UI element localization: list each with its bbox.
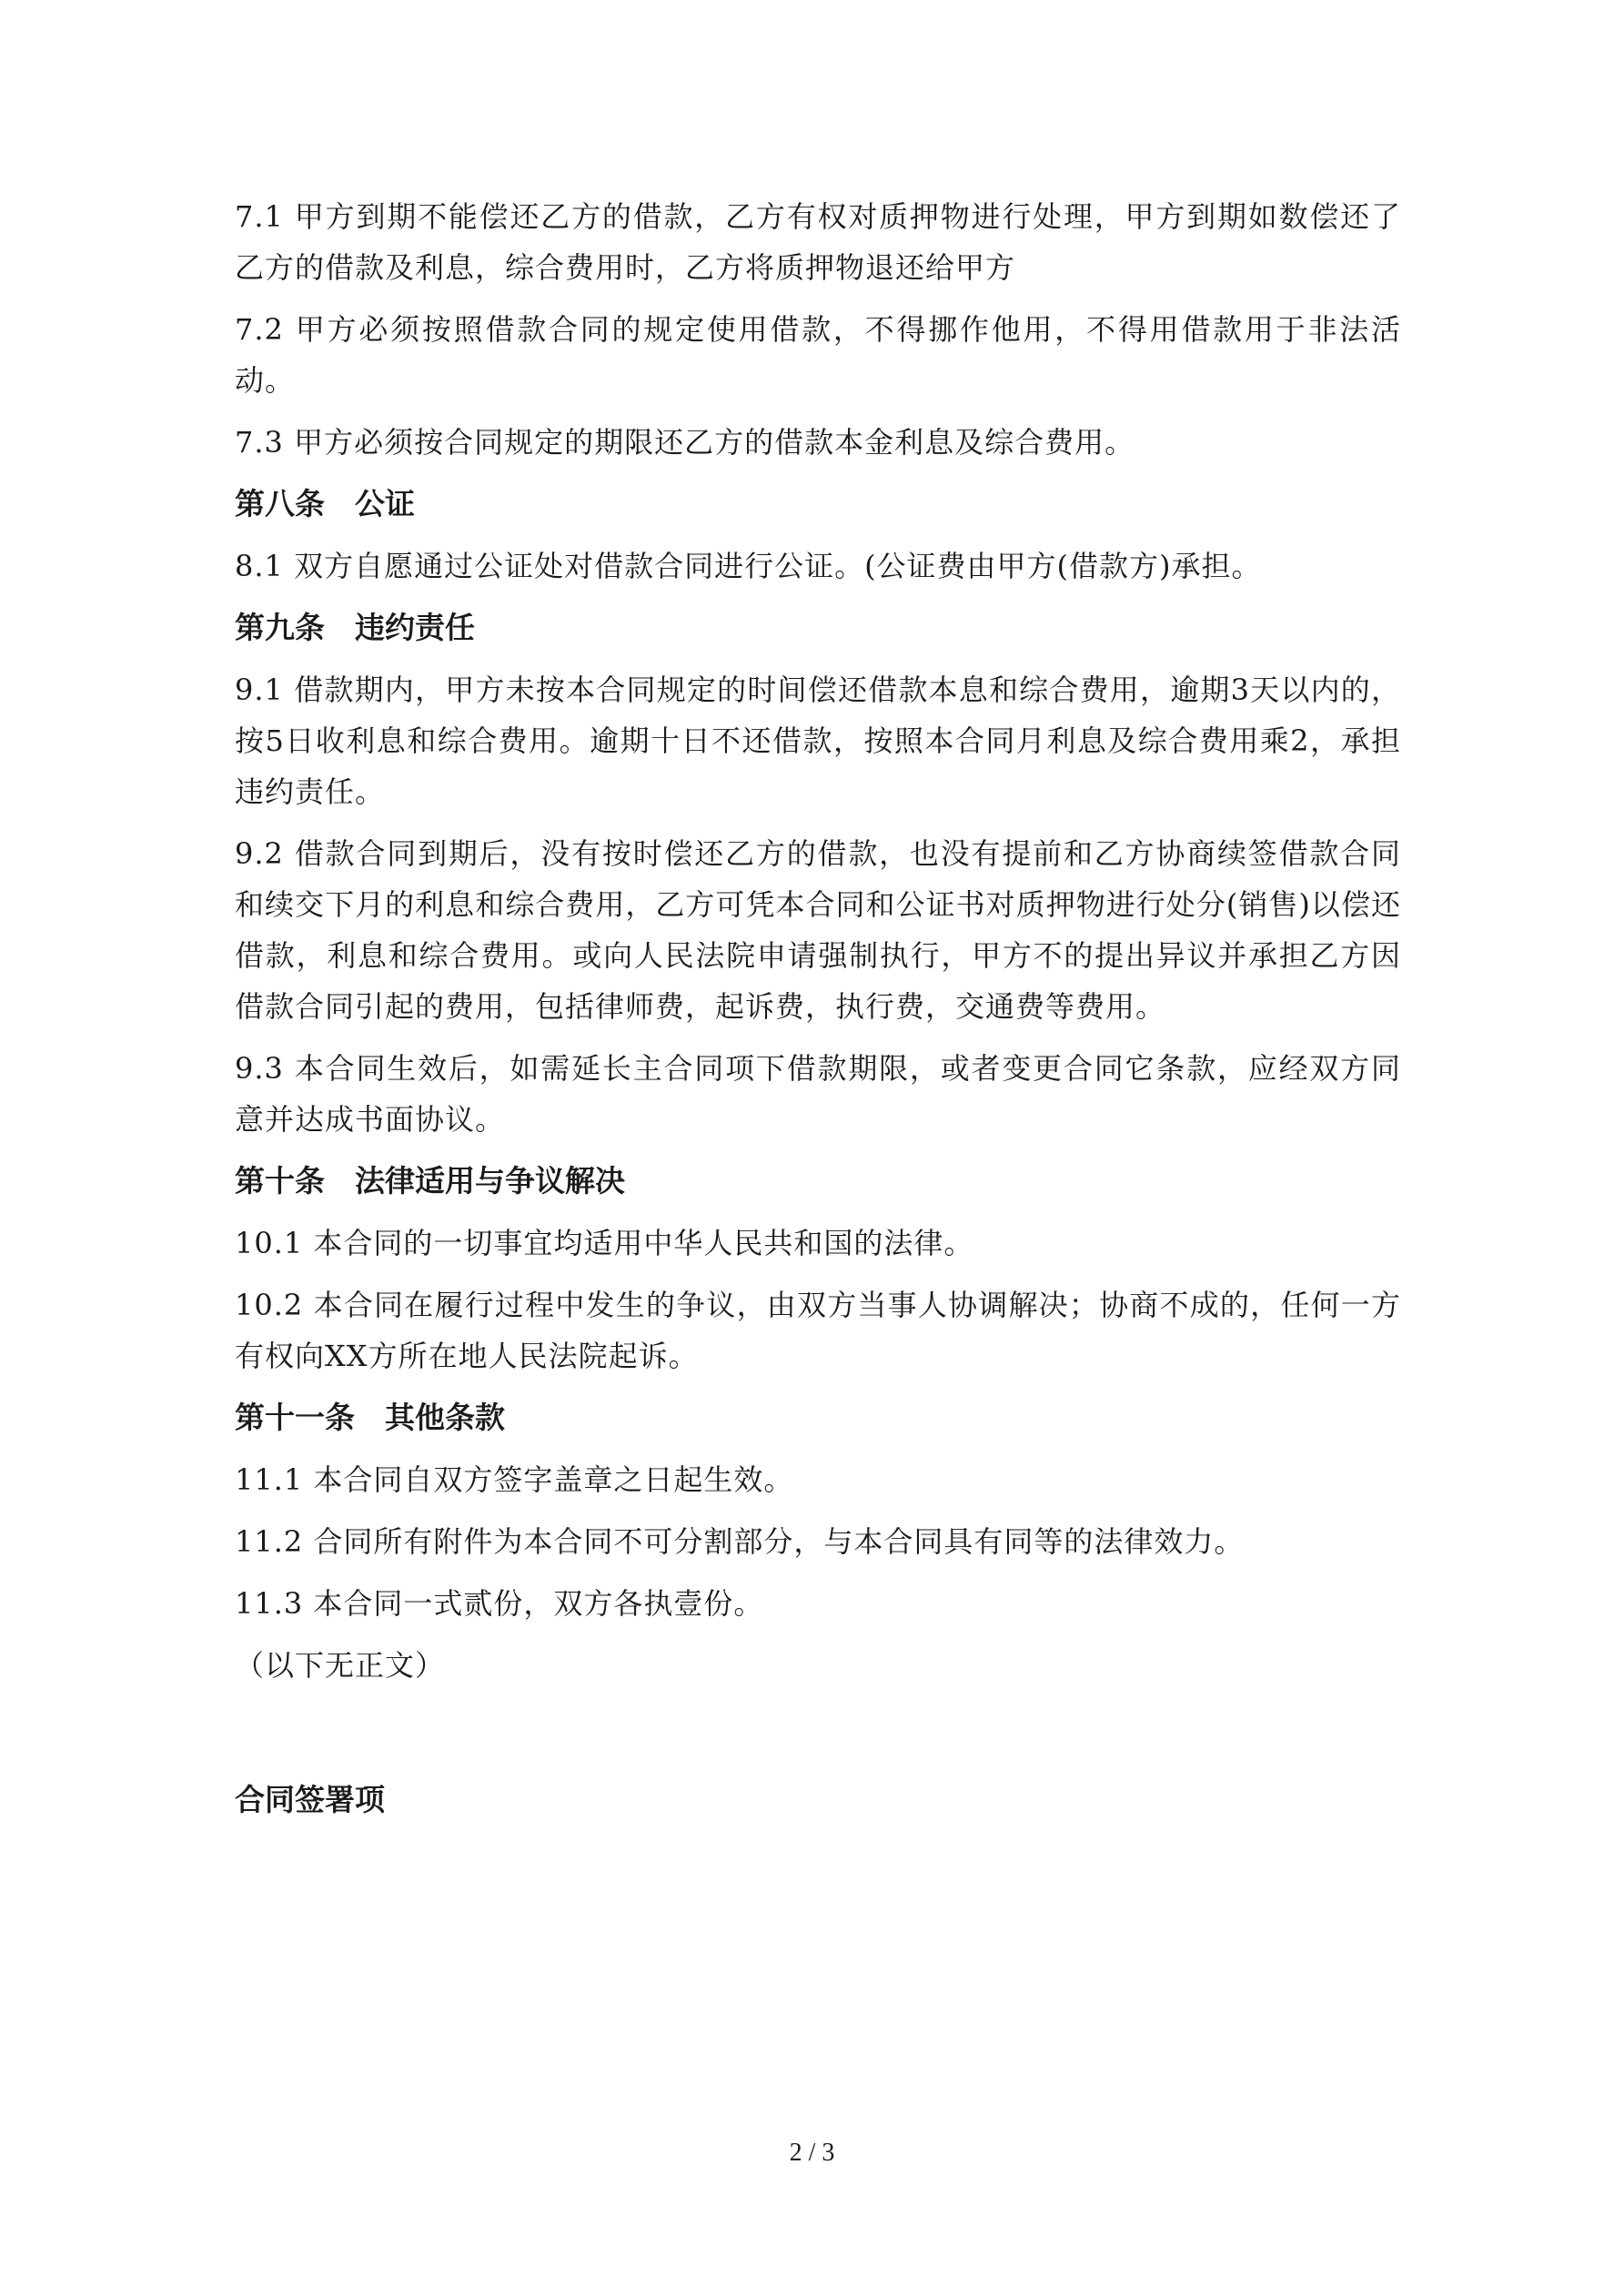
clause-9-3: 9.3 本合同生效后，如需延长主合同项下借款期限，或者变更合同它条款，应经双方同意并达成书面协议。 <box>235 1051 1401 1137</box>
article-9-heading: 第九条 违约责任 <box>235 610 475 645</box>
clause-11-2: 11.2 合同所有附件为本合同不可分割部分，与本合同具有同等的法律效力。 <box>235 1524 1245 1559</box>
clause-7-1: 7.1 甲方到期不能偿还乙方的借款，乙方有权对质押物进行处理，甲方到期如数偿还了乙方的借款及利息，综合费用时，乙方将质押物退还给甲方 <box>235 199 1401 285</box>
end-of-text-note: （以下无正文） <box>235 1648 446 1683</box>
clause-7-2: 7.2 甲方必须按照借款合同的规定使用借款，不得挪作他用，不得用借款用于非法活动。 <box>235 312 1401 398</box>
article-8-heading: 第八条 公证 <box>235 486 415 521</box>
clause-10-1: 10.1 本合同的一切事宜均适用中华人民共和国的法律。 <box>235 1226 974 1260</box>
clause-10-2: 10.2 本合同在履行过程中发生的争议，由双方当事人协调解决；协商不成的，任何一方有权向XX方所在地人民法院起诉。 <box>235 1288 1401 1373</box>
article-10-heading: 第十条 法律适用与争议解决 <box>235 1163 625 1199</box>
page-number: 2 / 3 <box>789 2139 835 2167</box>
clause-11-3: 11.3 本合同一式贰份，双方各执壹份。 <box>235 1586 764 1621</box>
clause-7-3: 7.3 甲方必须按合同规定的期限还乙方的借款本金利息及综合费用。 <box>235 425 1135 460</box>
spacer <box>235 1702 1401 1775</box>
document-body <box>235 191 1401 1836</box>
signature-section-heading: 合同签署项 <box>235 1782 385 1817</box>
clause-9-1: 9.1 借款期内，甲方未按本合同规定的时间偿还借款本息和综合费用，逾期3天以内的，按5日收利息和综合费用。逾期十日不还借款，按照本合同月利息及综合费用乘2，承担违约责任。 <box>235 673 1401 809</box>
clause-11-1: 11.1 本合同自双方签字盖章之日起生效。 <box>235 1462 794 1497</box>
clause-9-2: 9.2 借款合同到期后，没有按时偿还乙方的借款，也没有提前和乙方协商续签借款合同和续交下月的利息和综合费用，乙方可凭本合同和公证书对质押物进行处分(销售)以偿还借款，利息和综合费用。或向人民法院申请强制执行，甲方不的提出异议并承担乙方因借款合同引起的费用，包括律师费，起诉费，执行费，交通费等费用。 <box>235 836 1401 1024</box>
clause-8-1: 8.1 双方自愿通过公证处对借款合同进行公证。(公证费由甲方(借款方)承担。 <box>235 549 1262 583</box>
article-11-heading: 第十一条 其他条款 <box>235 1400 505 1435</box>
